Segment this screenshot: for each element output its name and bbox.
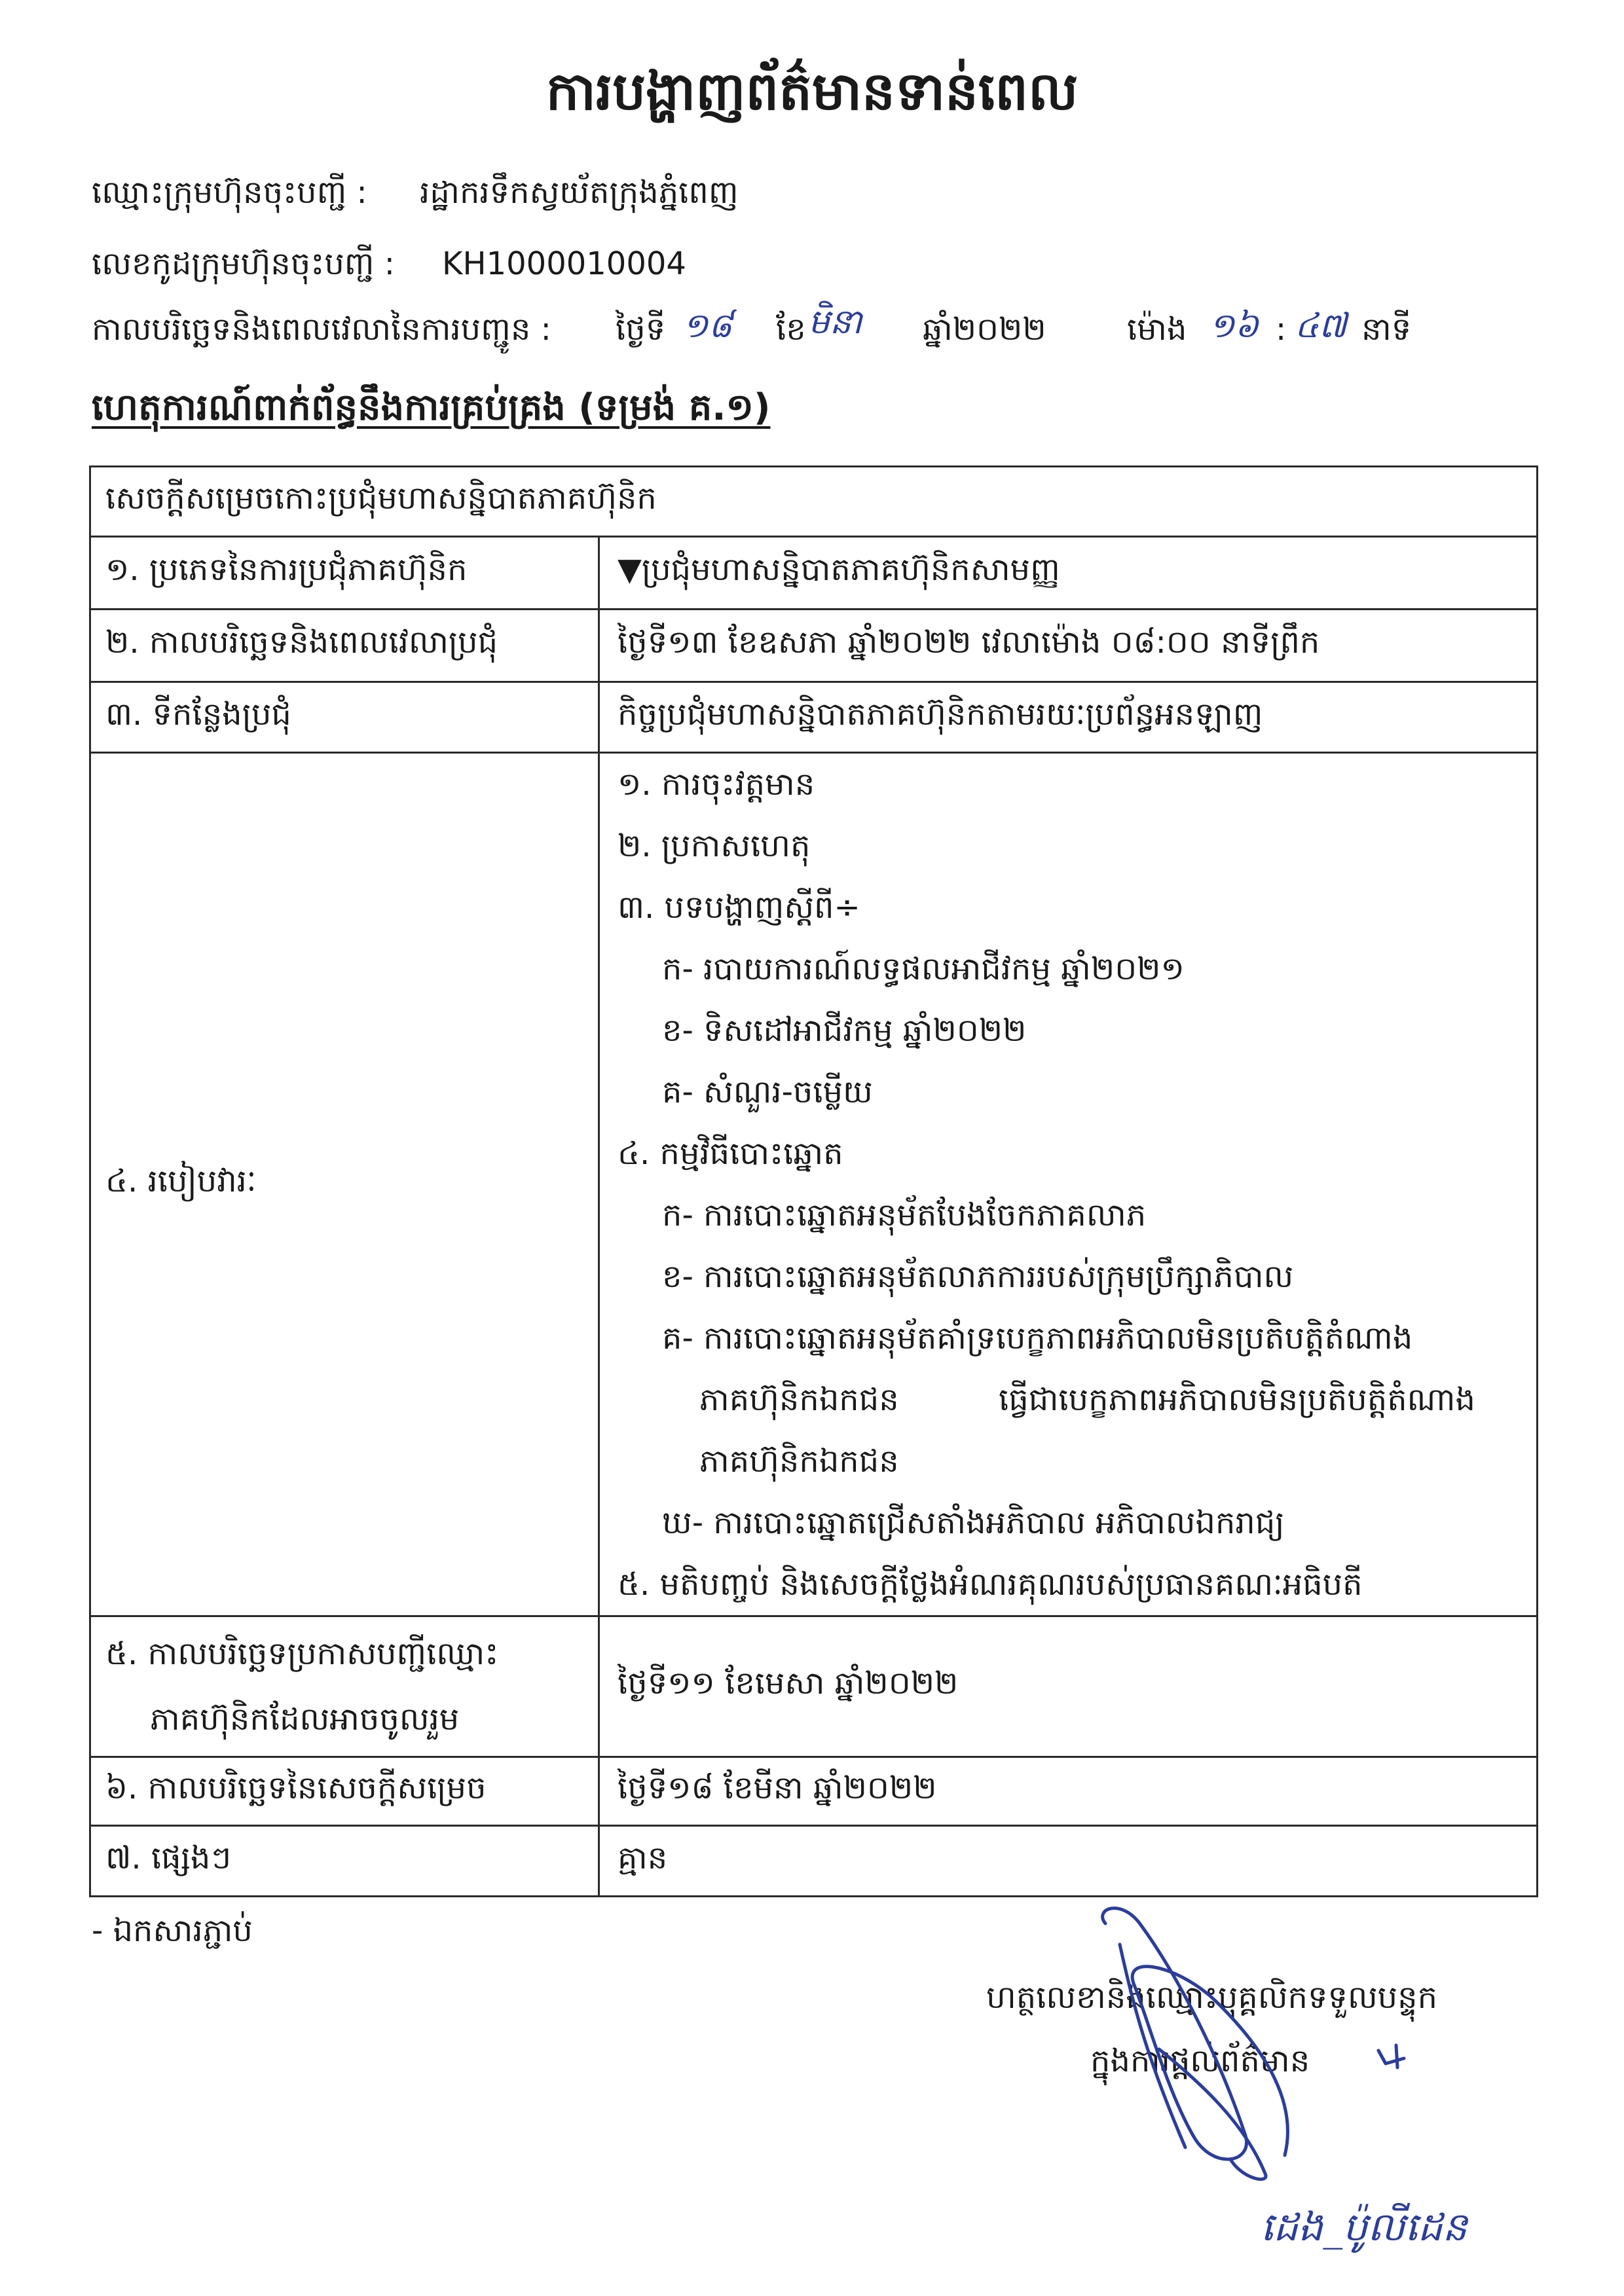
agenda-label: ៤. របៀបវារៈ xyxy=(90,753,599,1616)
venue-value: កិច្ចប្រជុំមហាសន្និបាតភាគហ៊ុនិកតាមរយៈប្រព័ន្ធអនឡាញ xyxy=(599,682,1538,753)
company-code-value: KH1000010004 xyxy=(442,246,686,282)
agenda-item: ១. ការចុះវត្តមាន xyxy=(618,766,815,803)
submission-month-label: ខែ xyxy=(776,311,806,348)
other-label: ៧. ផ្សេងៗ xyxy=(90,1826,599,1897)
section-heading: ហេតុការណ៍ពាក់ព័ន្ធនឹងការគ្រប់គ្រង (ទម្រង់ គ.១) xyxy=(92,386,771,429)
submission-minute-handwritten: ៤៧ xyxy=(1295,306,1347,346)
agenda-item: ២. ប្រកាសហេតុ xyxy=(618,828,811,864)
meeting-type-label: ១. ប្រភេទនៃការប្រជុំភាគហ៊ុនិក xyxy=(90,537,599,610)
submission-year: ឆ្នាំ២០២២ xyxy=(923,311,1046,348)
agenda-subitem: គ- ការបោះឆ្នោតអនុម័តគាំទ្របេក្ខភាពអភិបាលមិនប្រតិបត្តិតំណាង xyxy=(662,1320,1413,1357)
agenda-subitem: ឃ- ការបោះឆ្នោតជ្រើសតាំងអភិបាល អភិបាលឯករាជ្យ xyxy=(662,1504,1285,1541)
submission-hour-label: ម៉ោង xyxy=(1127,311,1187,348)
agenda-item: ៤. កម្មវិធីបោះឆ្នោត xyxy=(618,1135,843,1172)
submission-time-separator: : xyxy=(1276,311,1287,348)
page-title: ការបង្ហាញព័ត៌មានទាន់ពេល xyxy=(545,61,1079,122)
venue-label: ៣. ទីកន្លែងប្រជុំ xyxy=(90,682,599,753)
signature-name-handwritten: ដេង_ប៉ូលីដេន xyxy=(1261,2204,1467,2250)
signature-caption-line2: ក្នុងការផ្តល់ព័ត៌មាន xyxy=(1090,2043,1310,2079)
meeting-datetime-label: ២. កាលបរិច្ឆេទនិងពេលវេលាប្រជុំ xyxy=(90,610,599,682)
record-date-label-line2: ភាគហ៊ុនិកដែលអាចចូលរួម xyxy=(150,1701,460,1738)
agenda-item: ៥. មតិបញ្ចប់ និងសេចក្តីថ្លែងអំណរគុណរបស់ប្រធានគណៈអធិបតី xyxy=(618,1566,1363,1603)
submission-label: កាលបរិច្ឆេទនិងពេលវេលានៃការបញ្ជូន : xyxy=(92,311,551,348)
signature-stroke xyxy=(1103,1908,1288,2160)
record-date-value: ថ្ងៃទី១១ ខែមេសា ឆ្នាំ២០២២ xyxy=(599,1616,1538,1757)
decision-date-label: ៦. កាលបរិច្ឆេទនៃសេចក្តីសម្រេច xyxy=(90,1757,599,1826)
agenda-list xyxy=(599,753,1538,1616)
signature-caption-line1: ហត្ថលេខានិងឈ្មោះបុគ្គលិកទទួលបន្ទុក xyxy=(986,1979,1438,2016)
table-row-agenda xyxy=(90,753,1538,1616)
agenda-item: ៣. បទបង្ហាញស្តីពី÷ xyxy=(618,889,860,926)
record-date-label xyxy=(90,1616,599,1757)
signature-stroke xyxy=(1159,2049,1266,2179)
agenda-subitem-continuation xyxy=(600,1369,1536,1430)
disclosure-table xyxy=(89,465,1538,1897)
table-row-decision-date xyxy=(90,1757,1538,1826)
attachment-note: - ឯកសារភ្ជាប់ xyxy=(92,1912,253,1949)
company-name-value: រដ្ឋាករទឹកស្វយ័តក្រុងភ្នំពេញ xyxy=(420,174,739,211)
table-row-meeting-type xyxy=(90,537,1538,610)
company-name-label: ឈ្មោះក្រុមហ៊ុនចុះបញ្ជី : xyxy=(92,174,367,211)
table-caption-row xyxy=(90,467,1538,537)
other-value: គ្មាន xyxy=(599,1826,1538,1897)
submission-day-handwritten: ១៨ xyxy=(682,306,733,346)
handwritten-signature xyxy=(1048,1886,1441,2200)
agenda-subitem: ក- របាយការណ៍លទ្ធផលអាជីវកម្ម ឆ្នាំ២០២១ xyxy=(662,951,1185,987)
decision-date-value: ថ្ងៃទី១៨ ខែមីនា ឆ្នាំ២០២២ xyxy=(599,1757,1538,1826)
table-caption: សេចក្តីសម្រេចកោះប្រជុំមហាសន្និបាតភាគហ៊ុនិក xyxy=(90,467,1538,537)
agenda-subitem: ខ- ទិសដៅអាជីវកម្ម ឆ្នាំ២០២២ xyxy=(662,1012,1027,1049)
meeting-datetime-value: ថ្ងៃទី១៣ ខែឧសភា ឆ្នាំ២០២២ វេលាម៉ោង ០៨:០០ នាទីព្រឹក xyxy=(599,610,1538,682)
agenda-subitem: គ- សំណួរ-ចម្លើយ xyxy=(662,1074,873,1110)
agenda-subitem: ខ- ការបោះឆ្នោតអនុម័តលាភការរបស់ក្រុមប្រឹក្សាភិបាល xyxy=(662,1258,1294,1295)
agenda-continuation-tail: ធ្វើជាបេក្ខភាពអភិបាលមិនប្រតិបត្តិតំណាង xyxy=(999,1381,1475,1418)
submission-minute-label: នាទី xyxy=(1361,311,1412,348)
agenda-subitem-continuation: ភាគហ៊ុនិកឯកជន xyxy=(699,1443,899,1480)
submission-month-handwritten: មិនា xyxy=(808,302,862,342)
meeting-type-value: ▼ប្រជុំមហាសន្និបាតភាគហ៊ុនិកសាមញ្ញ xyxy=(599,537,1538,610)
table-row-meeting-datetime xyxy=(90,610,1538,682)
table-row-record-date xyxy=(90,1616,1538,1757)
agenda-subitem: ក- ការបោះឆ្នោតអនុម័តបែងចែកភាគលាភ xyxy=(662,1197,1147,1233)
table-row-venue xyxy=(90,682,1538,753)
record-date-label-line1: ៥. កាលបរិច្ឆេទប្រកាសបញ្ជីឈ្មោះ xyxy=(105,1635,499,1672)
company-code-label: លេខកូដក្រុមហ៊ុនចុះបញ្ជី : xyxy=(92,246,395,282)
submission-day-label: ថ្ងៃទី xyxy=(616,311,666,348)
agenda-continuation-head: ភាគហ៊ុនិកឯកជន xyxy=(699,1381,899,1418)
submission-hour-handwritten: ១៦ xyxy=(1209,306,1259,346)
signature-mark xyxy=(1378,2045,1404,2068)
